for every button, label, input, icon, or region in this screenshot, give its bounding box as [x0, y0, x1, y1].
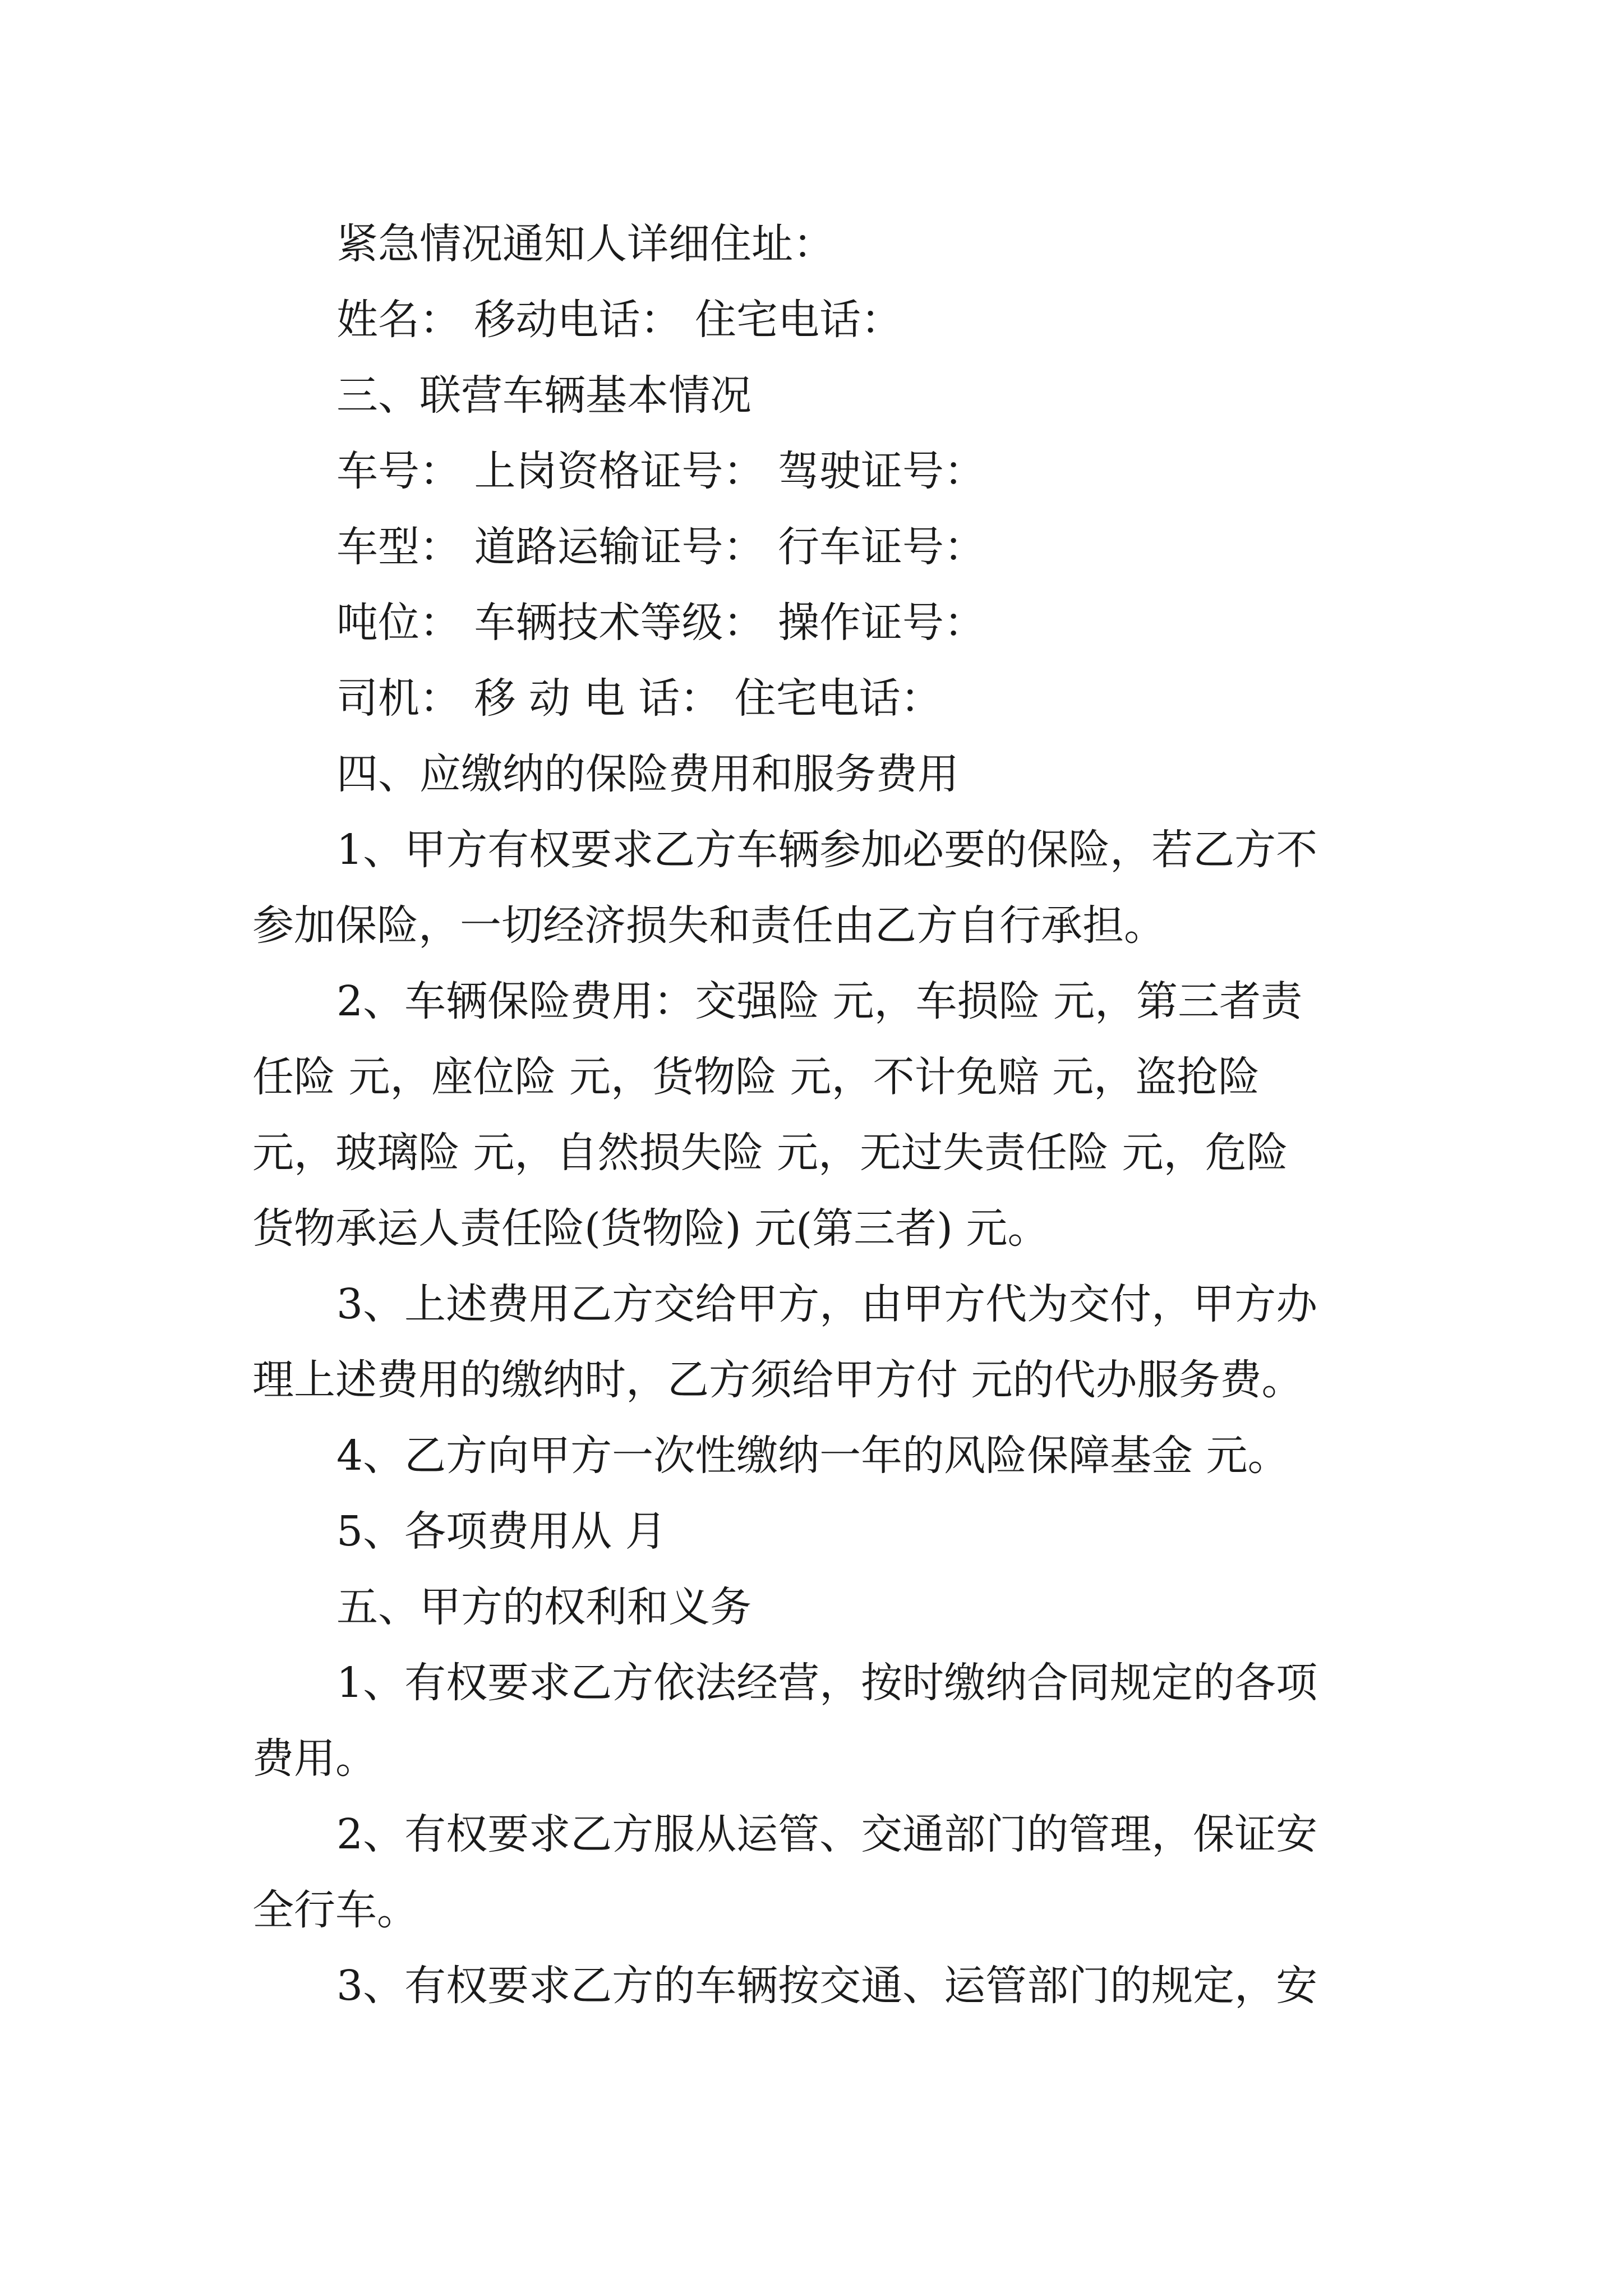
section-heading-3: 三、联营车辆基本情况	[336, 371, 751, 420]
text-line-17: 4、乙方向甲方一次性缴纳一年的风险保障基金 元。	[336, 1432, 1289, 1480]
text-line-5: 车型： 道路运输证号： 行车证号：	[336, 523, 986, 571]
text-line-15: 3、上述费用乙方交给甲方，由甲方代为交付，甲方办	[336, 1280, 1318, 1328]
text-line-2: 姓名： 移动电话： 住宅电话：	[336, 296, 903, 344]
text-line-23: 全行车。	[252, 1886, 418, 1934]
text-line-24: 3、有权要求乙方的车辆按交通、运管部门的规定，安	[336, 1962, 1318, 2010]
text-line-9: 1、甲方有权要求乙方车辆参加必要的保险，若乙方不	[336, 826, 1318, 874]
text-line-14: 货物承运人责任险(货物险) 元(第三者) 元。	[252, 1204, 1049, 1253]
section-heading-5: 五、甲方的权利和义务	[336, 1583, 751, 1631]
text-line-13: 元，玻璃险 元，自然损失险 元，无过失责任险 元，危险	[252, 1129, 1288, 1177]
section-heading-4: 四、应缴纳的保险费用和服务费用	[336, 750, 959, 798]
text-line-11: 2、车辆保险费用：交强险 元，车损险 元，第三者责	[336, 977, 1303, 1025]
text-line-22: 2、有权要求乙方服从运管、交通部门的管理，保证安	[336, 1810, 1318, 1858]
text-line-7: 司机： 移 动 电 话： 住宅电话：	[336, 674, 942, 723]
text-line-12: 任险 元，座位险 元，货物险 元，不计免赔 元，盗抢险	[252, 1053, 1260, 1101]
text-line-18: 5、各项费用从 月	[336, 1507, 667, 1556]
text-line-21: 费用。	[252, 1734, 377, 1783]
text-line-10: 参加保险，一切经济损失和责任由乙方自行承担。	[252, 901, 1165, 950]
text-line-16: 理上述费用的缴纳时，乙方须给甲方付 元的代办服务费。	[252, 1356, 1303, 1404]
text-line-4: 车号： 上岗资格证号： 驾驶证号：	[336, 447, 986, 495]
text-line-1: 紧急情况通知人详细住址：	[336, 220, 834, 268]
text-line-6: 吨位： 车辆技术等级： 操作证号：	[336, 599, 986, 647]
text-line-20: 1、有权要求乙方依法经营，按时缴纳合同规定的各项	[336, 1659, 1318, 1707]
